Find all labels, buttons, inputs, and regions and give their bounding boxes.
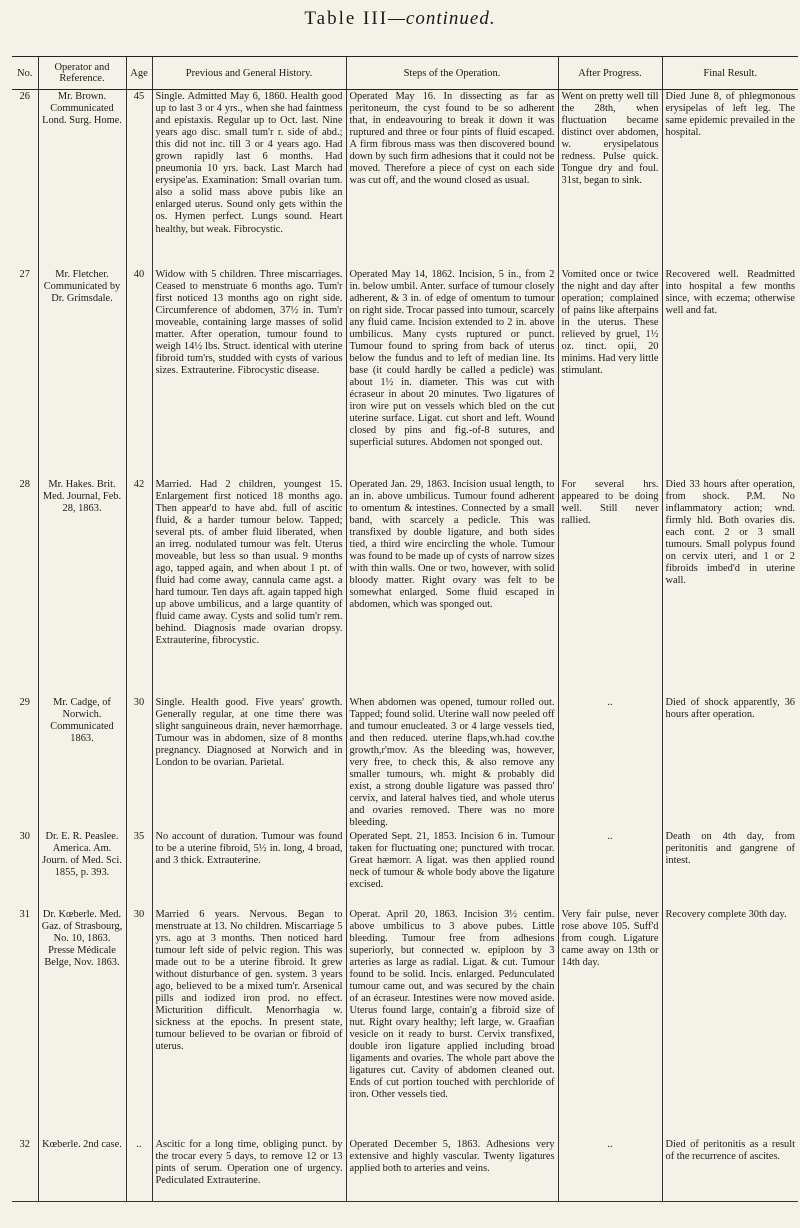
case-history: Single. Health good. Five years' growth. Generally regular, at one time there was slight sanguineous drain, never hæmorrhage. Tumour was in abdomen, size of 8 months pregnancy. Diagnosed at Norwich and in London to be ovarian. Parietal. [152,696,346,830]
case-steps: Operated May 16. In dissecting as far as peritoneum, the cyst found to be so adherent that, in endeavouring to break it down it was ruptured and three or four pints of fluid escaped. A firm fibrous mass was then discovered bound down by such firm adhesions that it could not be moved. Therefore a piece of cyst on each side was cut off, and the wound closed as usual. [346,90,558,268]
case-result: Recovered well. Readmitted into hospital a few months since, with eczema; otherwise well and fat. [662,268,798,478]
case-age: 30 [126,908,152,1138]
case-steps: Operated Sept. 21, 1853. Incision 6 in. Tumour taken for fluctuating one; punctured with trocar. Great hæmorr. A ligat. was then applied round neck of tumour & whole body above the ligature excised. [346,830,558,908]
case-steps: Operated December 5, 1863. Adhesions very extensive and highly vascular. Twenty ligatures applied both to arteries and veins. [346,1138,558,1202]
case-age: 30 [126,696,152,830]
case-result: Recovery complete 30th day. [662,908,798,1138]
case-result: Died June 8, of phlegmonous erysipelas of left leg. The same epidemic prevailed in the hospital. [662,90,798,268]
table-row [12,90,798,268]
case-operator: Mr. Fletcher. Communicated by Dr. Grimsdale. [38,268,126,478]
col-header-steps: Steps of the Operation. [346,57,558,90]
case-history: Ascitic for a long time, obliging punct. by the trocar every 5 days, to remove 12 or 13 pints of serum. Operation one of urgency. Pediculated Extrauterine. [152,1138,346,1202]
case-operator: Dr. Kœberle. Med. Gaz. of Strasbourg, No. 10, 1863. Presse Médicale Belge, Nov. 1863. [38,908,126,1138]
case-steps: Operat. April 20, 1863. Incision 3½ centim. above umbilicus to 3 above pubes. Little bleeding. Tumour free from adhesions superiorly, but connected w. epiploon by 3 arteries as large as radial. Ligat. & cut. Tumour found to be solid. Incis. enlarged. Pedunculated tumour came out, and was secured by the chain of an écraseur. Intestines were now moved aside. Uterus found large, contain'g a fibroid size of nut. Right ovary healthy; left large, w. Graafian vesicle on it ready to burst. Cervix transfixed, double iron ligature applied including broad ligaments and ovaries. The whole part above the ligatures cut. Cavity of abdomen cleaned out. Ends of cut portion touched with perchloride of iron. Other vessels tied. [346,908,558,1138]
case-after: Vomited once or twice the night and day after operation; complained of pains like afterpains in the uterus. These relieved by gruel, 1½ oz. tinct. opii, 20 minims. Had very little stimulant. [558,268,662,478]
case-after: Very fair pulse, never rose above 105. Suff'd from cough. Ligature came away on 13th or 14th day. [558,908,662,1138]
case-history: Single. Admitted May 6, 1860. Health good up to last 3 or 4 yrs., when she had faintness and epistaxis. Regular up to Oct. last. Nine years ago disc. small tum'r r. side of abd.; this did not inc. till 3 or 4 years ago. Had grown rapidly last 6 months. Had pneumonia 10 yrs. back. Last March had erysipe'as. Examination: Small ovarian tum. also a solid mass above pubis like an enlarged uterus. Sound only gets within the os. Hymen perfect. Lungs sound. Heart healthy, but weak. Fibrocystic. [152,90,346,268]
case-age: 35 [126,830,152,908]
case-age: 40 [126,268,152,478]
cases-table [12,56,798,1202]
case-operator: Kœberle. 2nd case. [38,1138,126,1202]
table-title-continued: —continued. [388,8,496,29]
case-number: 26 [19,91,30,102]
case-history: Married 6 years. Nervous. Began to menstruate at 13. No children. Miscarriage 5 yrs. ago at 3 months. Then noticed hard tumour left side of pelvic region. This was made out to be a uterine fibroid. It grew without disturbance of gen. system. 3 years ago, believed to be a mixed tum'r. Arsenical pills and iodized iron prod. no effect. Micturition difficult. Menorrhagia w. sickness at the epochs. In present state, tumour believed to be ovarian or fibroid of uterus. [152,908,346,1138]
table-row [12,1138,798,1202]
case-operator: Mr. Brown. Communicated Lond. Surg. Home. [38,90,126,268]
case-age: 42 [126,478,152,696]
case-age: 45 [126,90,152,268]
case-number: 32 [12,1138,38,1202]
case-after: .. [558,830,662,908]
case-number: 31 [19,908,30,920]
table-row [12,478,798,696]
case-operator: Mr. Cadge, of Norwich. Communicated 1863. [38,696,126,830]
case-history: No account of duration. Tumour was found to be a uterine fibroid, 5½ in. long, 4 broad, and 3 thick. Extrauterine. [152,830,346,908]
case-age: .. [126,1138,152,1202]
table-row [12,908,798,1138]
table-title-main: Table III [304,8,389,29]
table-row [12,268,798,478]
case-result: Died of peritonitis as a result of the recurrence of ascites. [662,1138,798,1202]
case-steps: Operated May 14, 1862. Incision, 5 in., from 2 in. below umbil. Anter. surface of tumour closely adherent, & 3 in. of edge of omentum to tumour on right side. Trocar passed into tumour, scarcely any fluid came. Incision extended to 2 in. above umbilicus. Many cysts ruptured or punct. Tumour found to spring from back of uterus below the fundus and to left of median line. Its base (it could hardly be called a pedicle) was about 1½ in. diameter. This was cut with écraseur in about 20 minutes. Two ligatures of iron wire put on vessels which bled on the cut uterine surface. Ligat. cut short and left. Wound closed by pins and fig.-of-8 sutures, and superficial sutures. Abdomen not sponged out. [346,268,558,478]
case-history: Widow with 5 children. Three miscarriages. Ceased to menstruate 6 months ago. Tum'r first noticed 13 months ago on right side. Circumference of abdomen, 37½ in. Tum'r moveable, containing large masses of solid matter. After operation, tumour found to weigh 14½ lbs. Struct. identical with uterine fibroid tum'rs, studded with cysts of various sizes. Extrauterine. Fibrocystic disease. [152,268,346,478]
col-header-no: No. [12,57,38,90]
col-header-result: Final Result. [662,57,798,90]
case-result: Died of shock apparently, 36 hours after operation. [662,696,798,830]
case-number: 27 [19,268,30,280]
table-row [12,830,798,908]
case-operator: Mr. Hakes. Brit. Med. Journal, Feb. 28, 1863. [38,478,126,696]
col-header-after: After Progress. [558,57,662,90]
case-steps: When abdomen was opened, tumour rolled out. Tapped; found solid. Uterine wall now peeled off and tumour enucleated. 3 or 4 large vessels tied, and then reduced. uterine flaps,wh.had cov.the growth,r'mov. As the bleeding was, however, very free, to check this, & also remove any smaller tumours, wh. might & probably did exist, a strong double ligature was passed thro' cervix, and lateral halves tied, and whole uterus and ovaries removed. There was no more bleeding. [346,696,558,830]
case-operator: Dr. E. R. Peaslee. America. Am. Journ. of Med. Sci. 1855, p. 393. [38,830,126,908]
case-result: Died 33 hours after operation, from shock. P.M. No inflammatory action; wnd. firmly hld. Both ovaries dis. each cont. 2 or 3 small tumours. Small polypus found on cervix uteri, and 1 or 2 fibroids imbed'd in uterine wall. [662,478,798,696]
case-after: For several hrs. appeared to be doing well. Still never rallied. [558,478,662,696]
case-number: 30 [19,830,30,842]
case-after: .. [558,1138,662,1202]
table-row [12,696,798,830]
col-header-operator: Operator and Reference. [38,57,126,90]
case-steps: Operated Jan. 29, 1863. Incision usual length, to an in. above umbilicus. Tumour found adherent to omentum & intestines. Connected by a small band, with scarcely a pedicle. This was transfixed by double ligature, and both sides tied, a third wire encircling the whole. Tumour was found to be made up of cysts of narrow sizes with thin walls. One or two, however, with solid bloody matter. Right ovary was felt to be somewhat enlarged. Some fluid escaped in abdomen, which was sponged out. [346,478,558,696]
case-number: 28 [19,478,30,490]
table-title [0,8,800,30]
col-header-age: Age [126,57,152,90]
case-after: .. [558,696,662,830]
col-header-history: Previous and General History. [152,57,346,90]
case-result: Death on 4th day, from peritonitis and gangrene of intest. [662,830,798,908]
table-header-row [12,57,798,90]
case-number: 29 [19,696,30,708]
case-after: Went on pretty well till the 28th, when fluctuation became distinct over abdomen, w. erysipelatous redness. Pulse quick. Tongue dry and foul. 31st, began to sink. [558,90,662,268]
case-history: Married. Had 2 children, youngest 15. Enlargement first noticed 18 months ago. Then appear'd to have abd. full of ascitic fluid, & a harder tumour below. Tapped; several pts. of amber fluid liberated, when an irreg. nodulated tumour was felt. Uterus moveable, but less so than usual. 9 months ago, tapped again, and when about 1 pt. of fluid had come away, cannula came agst. a hard tumour. Ten days aft. again tapped high up above umbilicus, and a large quantity of fluid came away. Cysts and solid tum'r rem. behind. Diagnosis made ovarian dropsy. Extrauterine, fibrocystic. [152,478,346,696]
